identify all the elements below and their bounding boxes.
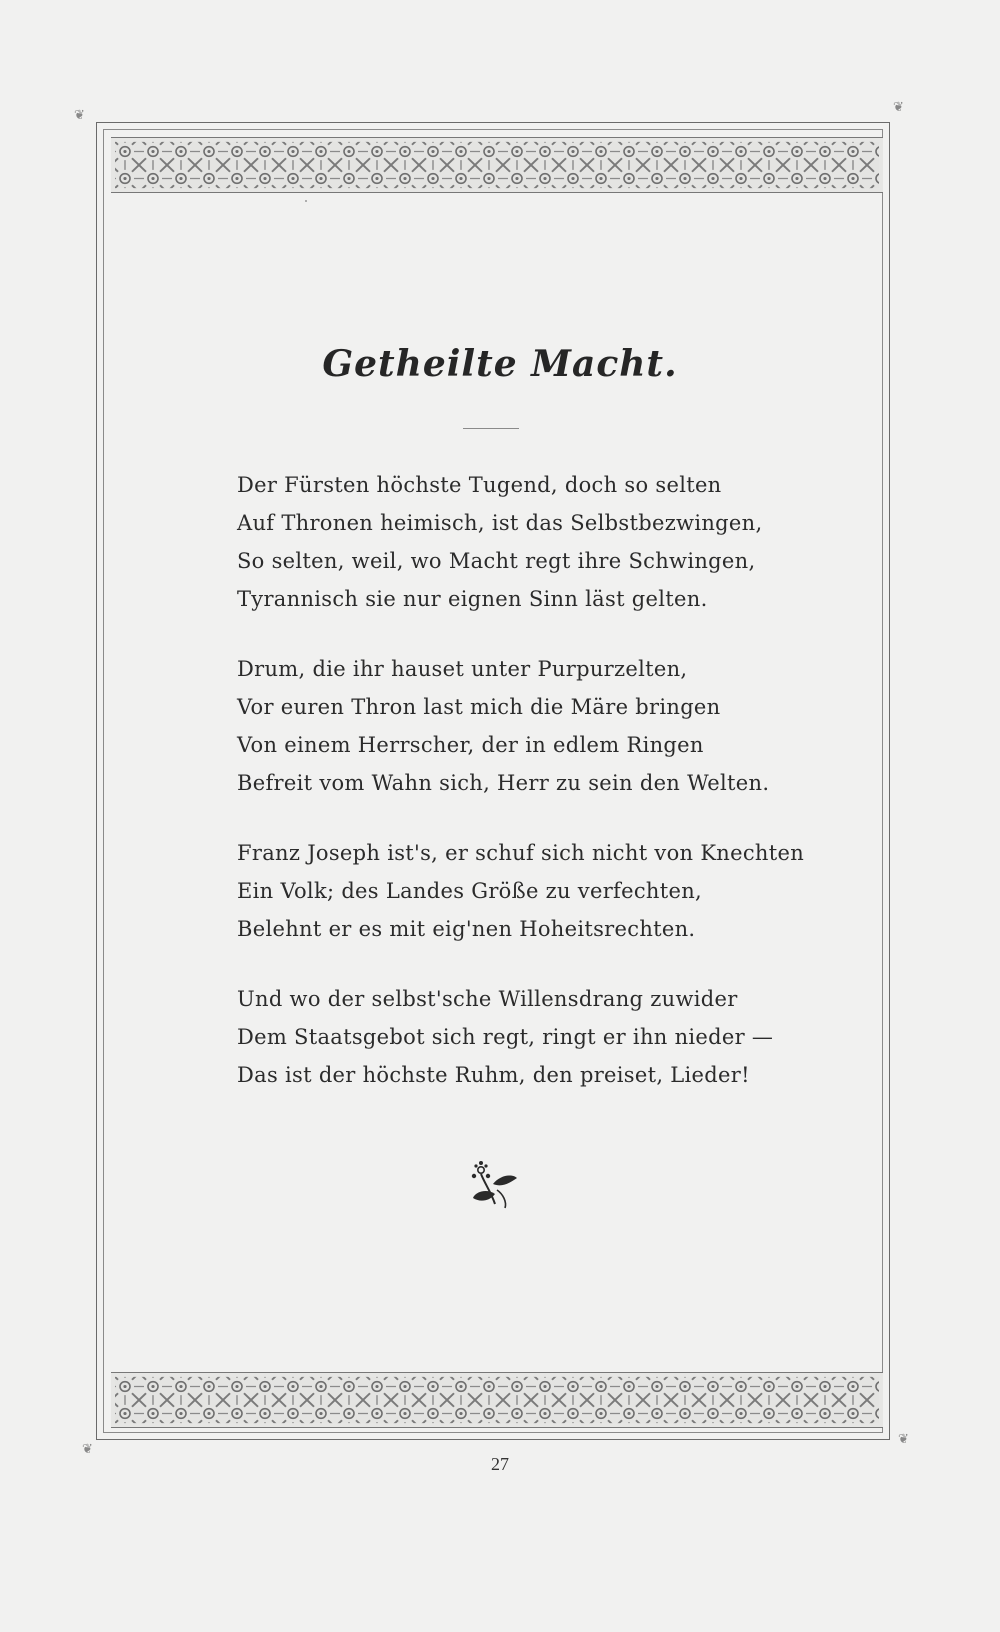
stanza (237, 650, 770, 802)
floral-flourish-icon (467, 1160, 527, 1212)
corner-fleuron-icon: ❦ (898, 1432, 909, 1447)
poem-line: Ein Volk; des Landes Größe zu verfechten, (237, 879, 702, 903)
poem-line: Befreit vom Wahn sich, Herr zu sein den Welten. (237, 771, 770, 795)
corner-fleuron-icon: ❦ (893, 100, 904, 115)
title-divider (463, 428, 519, 429)
ornament-pattern-icon (111, 138, 883, 192)
page-number: 27 (491, 1454, 509, 1474)
poem-line: Auf Thronen heimisch, ist das Selbstbezwingen, (237, 511, 763, 535)
corner-fleuron-icon: ❦ (82, 1442, 93, 1457)
poem-line: Tyrannisch sie nur eignen Sinn läst gelten. (237, 587, 708, 611)
ornament-pattern-icon (111, 1373, 883, 1427)
poem-line: Drum, die ihr hauset unter Purpurzelten, (237, 657, 688, 681)
ornament-band-top (111, 137, 883, 193)
stanza (237, 980, 774, 1094)
poem-line: Von einem Herrscher, der in edlem Ringen (237, 733, 704, 757)
poem-title: Getheilte Macht. (322, 343, 678, 385)
stanza (237, 466, 763, 618)
poem-line: Dem Staatsgebot sich regt, ringt er ihn nieder — (237, 1025, 774, 1049)
poem-line: Das ist der höchste Ruhm, den preiset, Lieder! (237, 1063, 750, 1087)
poem-line: Der Fürsten höchste Tugend, doch so selten (237, 473, 722, 497)
poem-line: Und wo der selbst'sche Willensdrang zuwider (237, 987, 738, 1011)
ornament-band-bottom (111, 1372, 883, 1428)
poem-body (237, 466, 805, 1126)
poem-line: Franz Joseph ist's, er schuf sich nicht von Knechten (237, 841, 805, 865)
corner-fleuron-icon: ❦ (74, 108, 85, 123)
stanza (237, 834, 805, 948)
poem-line: Belehnt er es mit eig'nen Hoheitsrechten. (237, 917, 696, 941)
poem-line: Vor euren Thron last mich die Märe bringen (237, 695, 721, 719)
poem-line: So selten, weil, wo Macht regt ihre Schwingen, (237, 549, 756, 573)
